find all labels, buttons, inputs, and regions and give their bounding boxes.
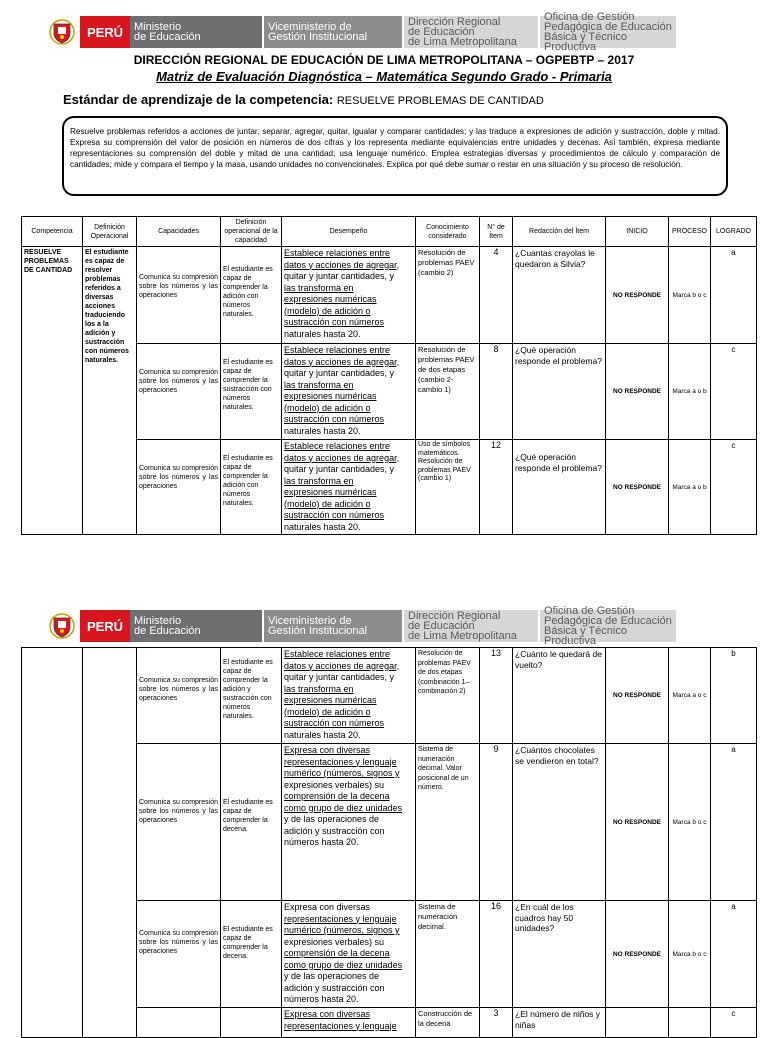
conocimiento-cell: Sistema de numeración decimal.: [416, 901, 480, 1008]
desempeno-line: las transforma en: [284, 475, 354, 486]
header-capacidades: Capacidades: [137, 217, 221, 247]
desempeno-cell: [282, 901, 416, 1008]
desempeno-line: naturales hasta 20.: [284, 521, 361, 532]
desempeno-line: expresiones numéricas: [284, 487, 377, 497]
logrado-cell: c: [711, 1008, 757, 1038]
desempeno-line: como grupo de diez unidades: [284, 959, 403, 970]
item-number-cell: 12: [480, 440, 513, 535]
desempeno-line: Expresa con diversas: [284, 902, 371, 912]
desempeno-cell: [282, 648, 416, 744]
item-text-cell: ¿Qué operación responde el problema?: [513, 440, 606, 535]
capacidad-cell: Comunica su compresión sobre los números y las operaciones: [137, 247, 221, 344]
desempeno-line: Establece relaciones entre: [284, 345, 391, 355]
defcap-cell: El estudiante es capaz de comprender la adición y sustracción con números naturales.: [221, 648, 282, 744]
viceministerio-label: Viceministerio de Gestión Institucional: [264, 16, 402, 48]
table-row: [22, 247, 757, 344]
desempeno-line: datos y acciones de agregar,: [284, 452, 400, 463]
desempeno-cell: [282, 1008, 416, 1038]
definicion-cell: El estudiante es capaz de resolver problemas referidos a diversas acciones traduciendo los a la adición y sustracción con números naturales.: [83, 247, 137, 535]
desempeno-line: representaciones y lenguaje: [284, 1020, 397, 1031]
desempeno-line: sustracción con números: [284, 718, 385, 728]
item-text-cell: ¿Cuánto le quedará de vuelto?: [513, 648, 606, 744]
header-conocimiento: Conocimiento considerado: [416, 217, 480, 247]
desempeno-line: representaciones y lenguaje: [284, 913, 397, 924]
evaluation-table-page2: [21, 647, 757, 1038]
capacidad-cell: Comunica su compresión sobre los números y las operaciones: [137, 440, 221, 535]
proceso-cell: Marca a o b: [669, 344, 711, 440]
header-banner-page2: [44, 605, 688, 647]
ministerio-label: Ministerio de Educación: [130, 16, 262, 48]
competencia-cell: [22, 648, 83, 1038]
evaluation-table-page1: [21, 216, 757, 535]
desempeno-line: datos y acciones de agregar,: [284, 660, 400, 671]
inicio-cell: [606, 1008, 669, 1038]
proceso-cell: [669, 1008, 711, 1038]
desempeno-line: expresiones verbales) su: [284, 936, 385, 947]
desempeno-line: adición y sustracción con: [284, 825, 385, 836]
defcap-cell: El estudiante es capaz de comprender la adición con números naturales.: [221, 440, 282, 535]
oficina-label: Oficina de Gestión Pedagógica de Educación Básica y Técnico Productiva: [540, 610, 676, 642]
standard-value: RESUELVE PROBLEMAS DE CANTIDAD: [336, 95, 544, 107]
document-title: DIRECCIÓN REGIONAL DE EDUCACIÓN DE LIMA METROPOLITANA – OGPEBTP – 2017: [133, 53, 635, 67]
desempeno-line: datos y acciones de agregar,: [284, 259, 400, 270]
desempeno-line: como grupo de diez unidades: [284, 802, 403, 813]
desempeno-line: (modelo) de adición o: [284, 402, 371, 413]
desempeno-line: expresiones numéricas: [284, 391, 377, 401]
conocimiento-cell: Resolución de problemas PAEV de dos etapas (cambio 2- cambio 1): [416, 344, 480, 440]
peru-shield-logo: [44, 16, 80, 48]
desempeno-line: expresiones verbales) su: [284, 779, 385, 790]
item-number-cell: 13: [480, 648, 513, 744]
viceministerio-label: Viceministerio de Gestión Institucional: [264, 610, 402, 642]
desempeno-cell: [282, 744, 416, 901]
header-competencia: Competencia: [22, 217, 83, 247]
header-num-item: N° de Ítem: [480, 217, 513, 247]
desempeno-cell: [282, 440, 416, 535]
proceso-cell: Marca b o c: [669, 744, 711, 901]
header-proceso: PROCESO: [669, 217, 711, 247]
logrado-cell: c: [711, 440, 757, 535]
header-redaccion: Redacción del Ítem: [513, 217, 606, 247]
desempeno-line: Establece relaciones entre: [284, 248, 391, 258]
proceso-cell: Marca a o b: [669, 440, 711, 535]
item-number-cell: 8: [480, 344, 513, 440]
inicio-cell: NO RESPONDE: [606, 440, 669, 535]
ministerio-label: Ministerio de Educación: [130, 610, 262, 642]
inicio-cell: NO RESPONDE: [606, 744, 669, 901]
desempeno-cell: [282, 247, 416, 344]
conocimiento-cell: Sistema de numeración decimal. Valor posicional de un número.: [416, 744, 480, 901]
desempeno-line: naturales hasta 20.: [284, 328, 361, 339]
defcap-cell: El estudiante es capaz de comprender la sustracción con números naturales.: [221, 344, 282, 440]
proceso-cell: Marca b o c: [669, 247, 711, 344]
desempeno-line: sustracción con números: [284, 510, 385, 520]
capacidad-cell: [137, 1008, 221, 1038]
logrado-cell: c: [711, 344, 757, 440]
standard-description: Resuelve problemas referidos a acciones de juntar, separar, agregar, quitar, igualar y comparar cantidades; y las traduce a expresiones de adición y sustracción, doble y mitad. Expresa su comprensión del valor de posición en números de dos cifras y los representa mediante equivalencias entre unidades y decenas. Así también, expresa mediante representaciones su comprensión del doble y mitad de una cantidad; usa lenguaje numérico. Emplea estrategias diversas y procedimientos de cálculo y comparación de cantidades; mide y compara el tiempo y la masa, usando unidades no convencionales. Explica por qué debe sumar o restar en una situación y su proceso de resolución.: [62, 116, 728, 196]
desempeno-line: números hasta 20.: [284, 837, 359, 847]
proceso-cell: Marca b o c: [669, 901, 711, 1008]
desempeno-line: las transforma en: [284, 282, 354, 293]
inicio-cell: NO RESPONDE: [606, 648, 669, 744]
capacidad-cell: Comunica su compresión sobre los números y las operaciones: [137, 901, 221, 1008]
item-number-cell: 4: [480, 247, 513, 344]
item-text-cell: ¿El número de niños y niñas: [513, 1008, 606, 1038]
desempeno-line: Expresa con diversas: [284, 745, 371, 755]
desempeno-line: naturales hasta 20.: [284, 729, 361, 740]
header-definicion: Definición Operacional: [83, 217, 137, 247]
table-row: [22, 648, 757, 744]
desempeno-line: las transforma en: [284, 683, 354, 694]
item-number-cell: 16: [480, 901, 513, 1008]
defcap-cell: El estudiante es capaz de comprender la decena.: [221, 901, 282, 1008]
defcap-cell: El estudiante es capaz de comprender la decena.: [221, 744, 282, 901]
conocimiento-cell: Resolución de problemas PAEV de dos etapas (combinación 1– combinación 2): [416, 648, 480, 744]
desempeno-line: comprensión de la decena: [284, 948, 390, 958]
conocimiento-cell: Uso de símbolos matemáticos. Resolución de problemas PAEV (cambio 1): [416, 440, 480, 535]
oficina-label: Oficina de Gestión Pedagógica de Educación Básica y Técnico Productiva: [540, 16, 676, 48]
inicio-cell: NO RESPONDE: [606, 344, 669, 440]
desempeno-line: números hasta 20.: [284, 994, 359, 1004]
desempeno-line: numérico (números, signos y: [284, 925, 400, 935]
desempeno-line: expresiones numéricas: [284, 294, 377, 304]
peru-shield-logo: [44, 610, 80, 642]
desempeno-line: representaciones y lenguaje: [284, 756, 397, 767]
defcap-cell: El estudiante es capaz de comprender la adición con números naturales.: [221, 247, 282, 344]
item-text-cell: ¿Cuantas crayolas le quedaron a Silvia?: [513, 247, 606, 344]
capacidad-cell: Comunica su compresión sobre los números y las operaciones: [137, 344, 221, 440]
item-number-cell: 3: [480, 1008, 513, 1038]
desempeno-line: adición y sustracción con: [284, 982, 385, 993]
inicio-cell: NO RESPONDE: [606, 247, 669, 344]
conocimiento-cell: Resolución de problemas PAEV (cambio 2): [416, 247, 480, 344]
desempeno-line: Expresa con diversas: [284, 1009, 371, 1019]
proceso-cell: Marca a o c: [669, 648, 711, 744]
peru-label: PERÚ: [80, 610, 130, 642]
desempeno-line: quitar y juntar cantidades, y: [284, 271, 395, 281]
capacidad-cell: Comunica su compresión sobre los números y las operaciones: [137, 744, 221, 901]
logrado-cell: a: [711, 247, 757, 344]
logrado-cell: b: [711, 648, 757, 744]
header-banner: [44, 11, 688, 53]
desempeno-cell: [282, 344, 416, 440]
standard-heading: [63, 92, 544, 107]
item-number-cell: 9: [480, 744, 513, 901]
item-text-cell: ¿En cuál de los cuadros hay 50 unidades?: [513, 901, 606, 1008]
header-inicio: INICIO: [606, 217, 669, 247]
desempeno-line: sustracción con números: [284, 317, 385, 327]
inicio-cell: NO RESPONDE: [606, 901, 669, 1008]
desempeno-line: (modelo) de adición o: [284, 706, 371, 717]
conocimiento-cell: Construcción de la decena: [416, 1008, 480, 1038]
definicion-cell: [83, 648, 137, 1038]
logrado-cell: a: [711, 744, 757, 901]
desempeno-line: numérico (números, signos y: [284, 768, 400, 778]
desempeno-line: (modelo) de adición o: [284, 498, 371, 509]
desempeno-line: quitar y juntar cantidades, y: [284, 464, 395, 474]
desempeno-line: (modelo) de adición o: [284, 305, 371, 316]
desempeno-line: y de las operaciones de: [284, 971, 380, 981]
document-subtitle: Matriz de Evaluación Diagnóstica – Matemática Segundo Grado - Primaria: [156, 69, 612, 84]
desempeno-line: quitar y juntar cantidades, y: [284, 672, 395, 682]
peru-label: PERÚ: [80, 16, 130, 48]
header-desempeno: Desempeño: [282, 217, 416, 247]
desempeno-line: datos y acciones de agregar,: [284, 356, 400, 367]
desempeno-line: las transforma en: [284, 379, 354, 390]
desempeno-line: naturales hasta 20.: [284, 425, 361, 436]
desempeno-line: quitar y juntar cantidades, y: [284, 368, 395, 378]
desempeno-line: sustracción con números: [284, 414, 385, 424]
table-header-row: [22, 217, 757, 247]
capacidad-cell: Comunica su compresión sobre los números y las operaciones: [137, 648, 221, 744]
item-text-cell: ¿Qué operación responde el problema?: [513, 344, 606, 440]
desempeno-line: Establece relaciones entre: [284, 649, 391, 659]
item-text-cell: ¿Cuántos chocolates se vendieron en total?: [513, 744, 606, 901]
standard-label: Estándar de aprendizaje de la competencia:: [63, 92, 334, 107]
desempeno-line: comprensión de la decena: [284, 791, 390, 801]
defcap-cell: [221, 1008, 282, 1038]
competencia-cell: RESUELVE PROBLEMAS DE CANTIDAD: [22, 247, 83, 535]
header-definicion-capacidad: Definición operacional de la capacidad: [221, 217, 282, 247]
desempeno-line: y de las operaciones de: [284, 814, 380, 824]
direccion-regional-label: Dirección Regional de Educación de Lima Metropolitana: [404, 610, 538, 642]
desempeno-line: Establece relaciones entre: [284, 441, 391, 451]
desempeno-line: expresiones numéricas: [284, 695, 377, 705]
header-logrado: LOGRADO: [711, 217, 757, 247]
direccion-regional-label: Dirección Regional de Educación de Lima Metropolitana: [404, 16, 538, 48]
logrado-cell: a: [711, 901, 757, 1008]
